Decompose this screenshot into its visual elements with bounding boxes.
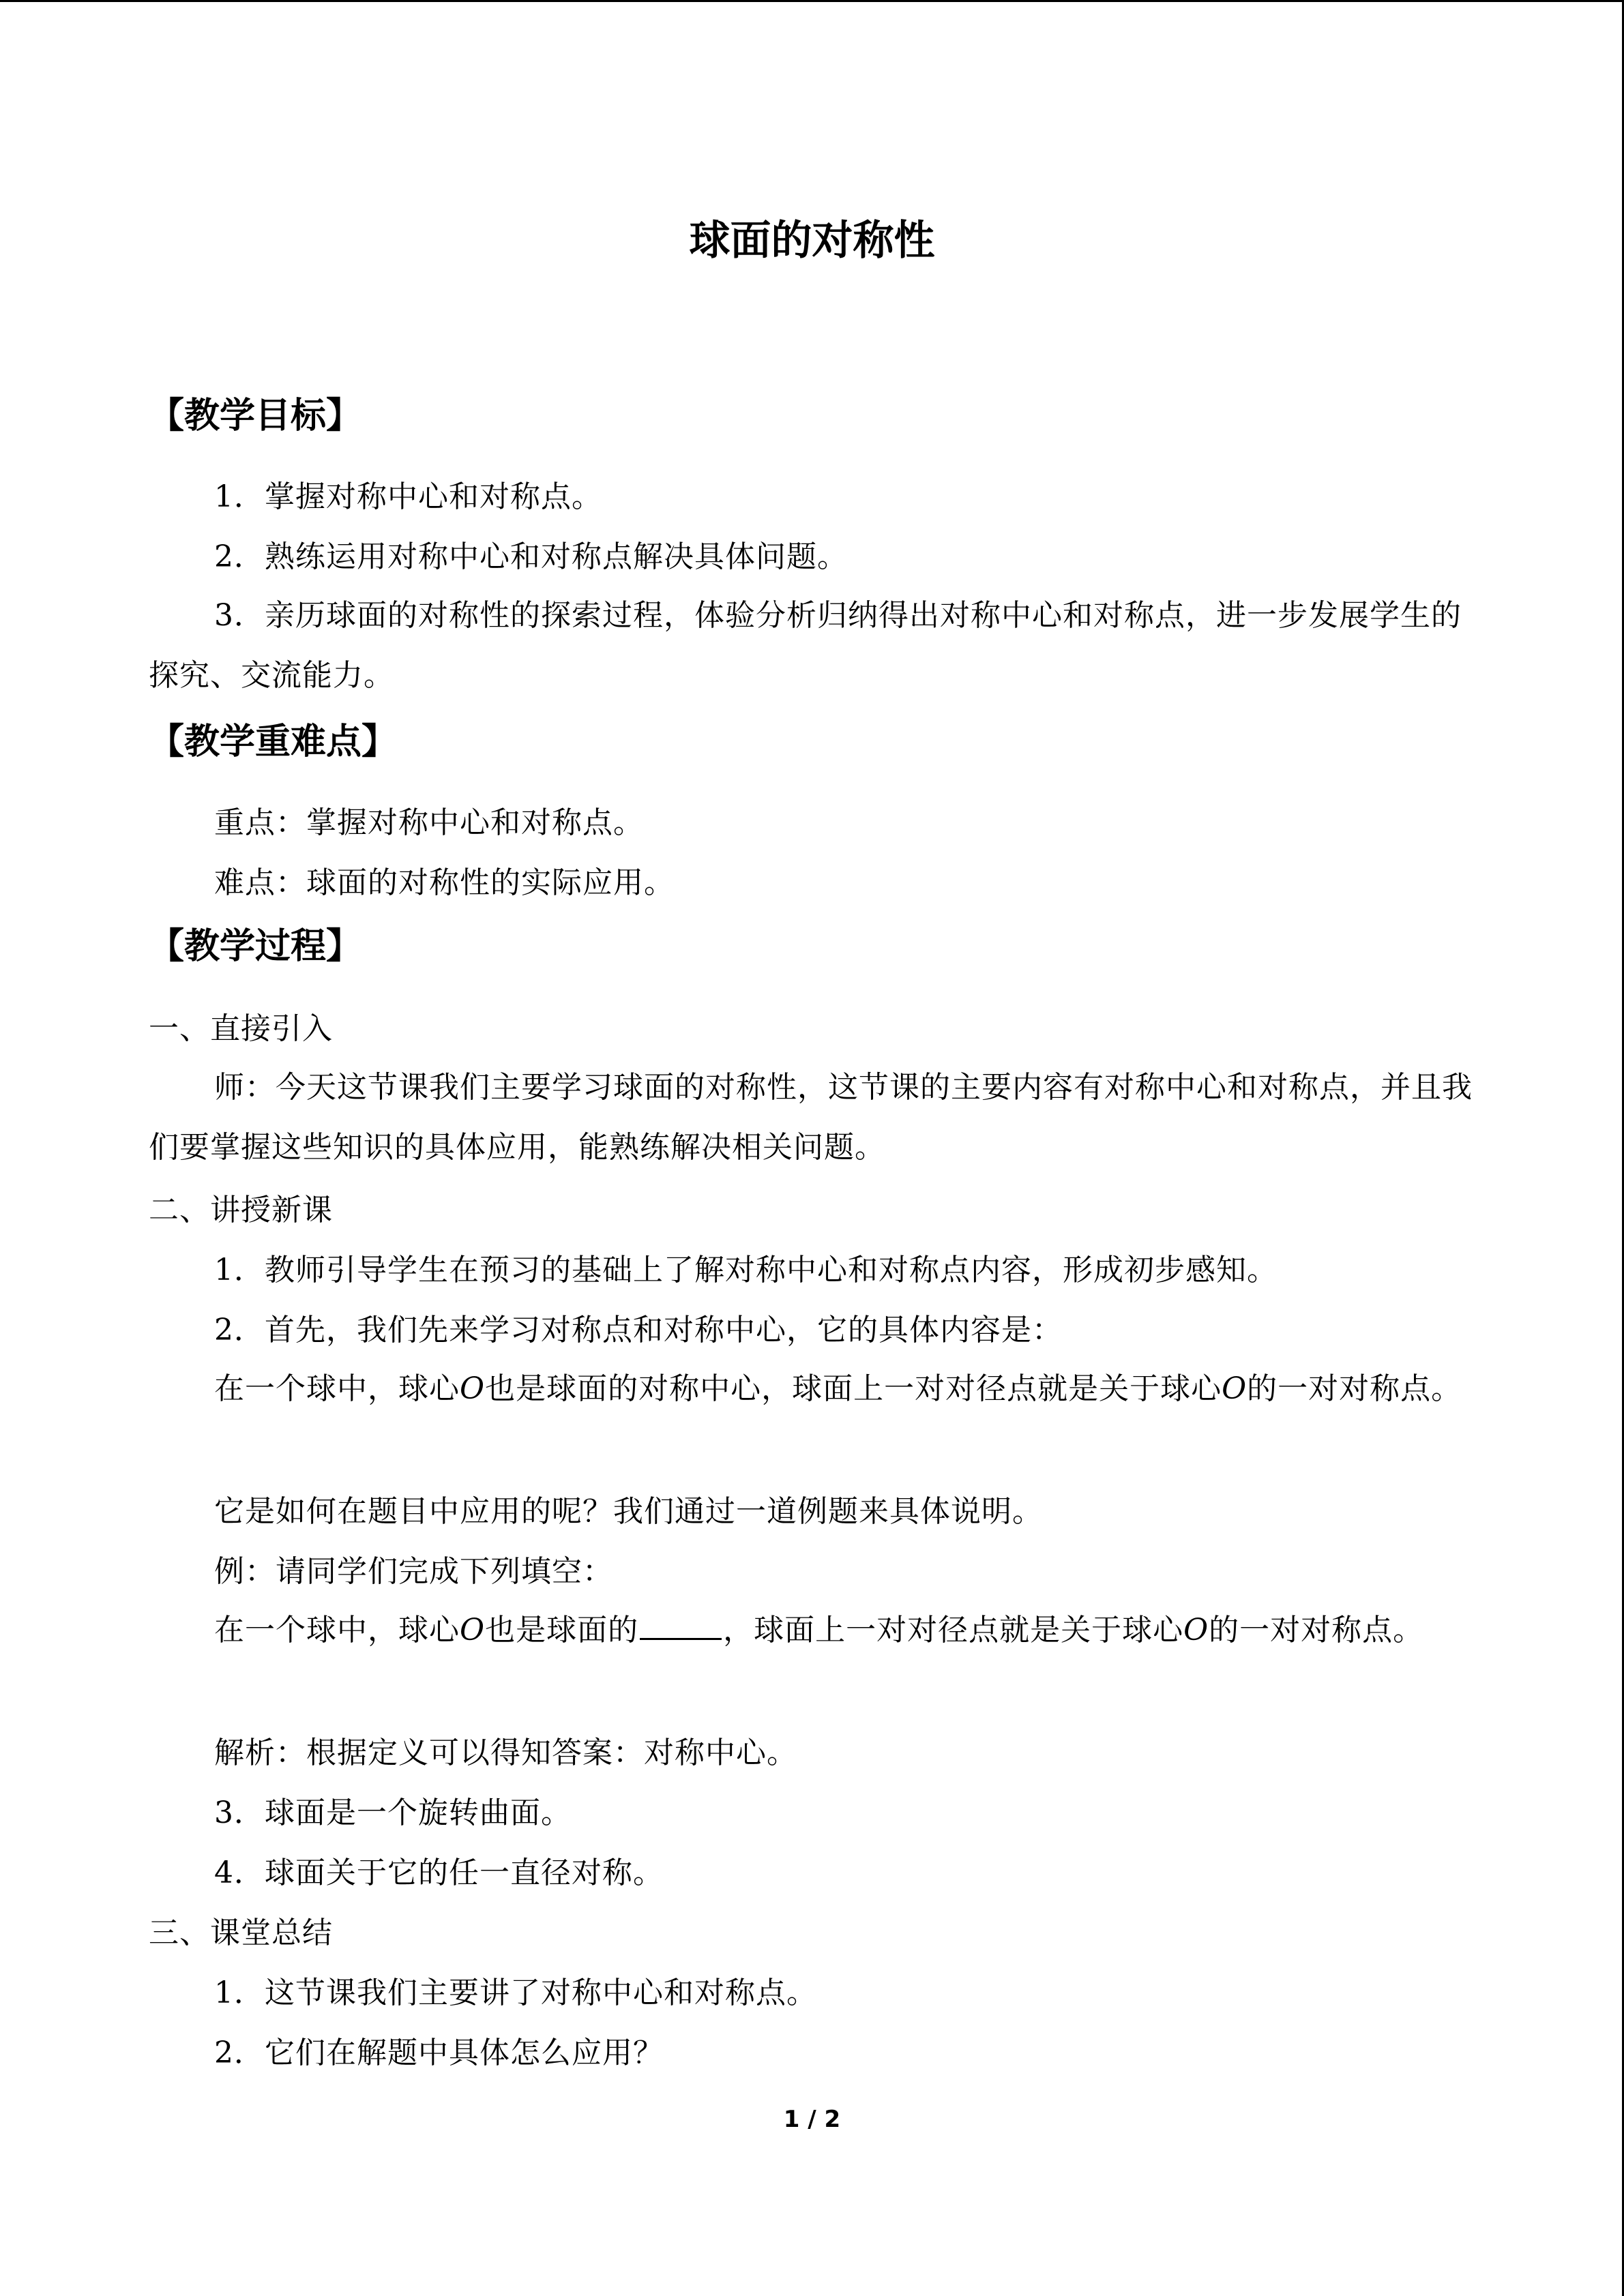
exercise-text-b: 也是球面的 <box>485 1613 639 1648</box>
exercise-text-a: 在一个球中，球心 <box>214 1613 460 1648</box>
exercise-paragraph <box>149 1600 1479 1660</box>
process-heading: 【教学过程】 <box>149 926 362 967</box>
objective-item-1: 1．掌握对称中心和对称点。 <box>214 479 602 514</box>
part3-item-1: 1．这节课我们主要讲了对称中心和对称点。 <box>214 1976 817 2010</box>
fill-in-blank <box>640 1611 722 1640</box>
page-number: 1 / 2 <box>783 2106 841 2133</box>
difficult-point: 难点：球面的对称性的实际应用。 <box>214 865 675 900</box>
example-label: 例：请同学们完成下列填空： <box>214 1554 613 1589</box>
definition-text-a: 在一个球中，球心 <box>214 1371 460 1406</box>
example-intro: 它是如何在题目中应用的呢？我们通过一道例题来具体说明。 <box>214 1494 1043 1529</box>
objective-item-2: 2．熟练运用对称中心和对称点解决具体问题。 <box>214 539 848 574</box>
key-point: 重点：掌握对称中心和对称点。 <box>214 805 644 840</box>
center-symbol: O <box>460 1371 486 1406</box>
part1-text: 师：今天这节课我们主要学习球面的对称性，这节课的主要内容有对称中心和对称点，并且我们要掌握这些知识的具体应用，能熟练解决相关问题。 <box>149 1070 1473 1165</box>
part2-item-3: 3．球面是一个旋转曲面。 <box>214 1795 572 1830</box>
part2-item-4: 4．球面关于它的任一直径对称。 <box>214 1855 664 1890</box>
exercise-text-c: ，球面上一对对径点就是关于球心 <box>723 1613 1184 1648</box>
objectives-heading: 【教学目标】 <box>149 396 362 436</box>
part1-title: 一、直接引入 <box>149 1011 333 1046</box>
definition-paragraph <box>149 1359 1479 1419</box>
exercise-text-d: 的一对对称点。 <box>1209 1613 1424 1648</box>
center-symbol: O <box>1222 1371 1247 1406</box>
center-symbol: O <box>460 1613 486 1648</box>
part3-item-2: 2．它们在解题中具体怎么应用？ <box>214 2036 664 2070</box>
definition-text-c: 的一对对称点。 <box>1247 1371 1462 1406</box>
definition-text-b: 也是球面的对称中心，球面上一对对径点就是关于球心 <box>485 1371 1222 1406</box>
part2-item-2: 2．首先，我们先来学习对称点和对称中心，它的具体内容是： <box>214 1313 1063 1347</box>
key-points-heading: 【教学重难点】 <box>149 721 398 762</box>
page-title: 球面的对称性 <box>689 217 935 265</box>
part2-title: 二、讲授新课 <box>149 1193 333 1227</box>
objective-item-3: 3．亲历球面的对称性的探索过程，体验分析归纳得出对称中心和对称点，进一步发展学生的探究、交流能力。 <box>149 598 1462 693</box>
part2-item-1: 1．教师引导学生在预习的基础上了解对称中心和对称点内容，形成初步感知。 <box>214 1253 1278 1287</box>
analysis: 解析：根据定义可以得知答案：对称中心。 <box>214 1735 797 1770</box>
center-symbol: O <box>1183 1613 1209 1648</box>
part3-title: 三、课堂总结 <box>149 1915 333 1950</box>
